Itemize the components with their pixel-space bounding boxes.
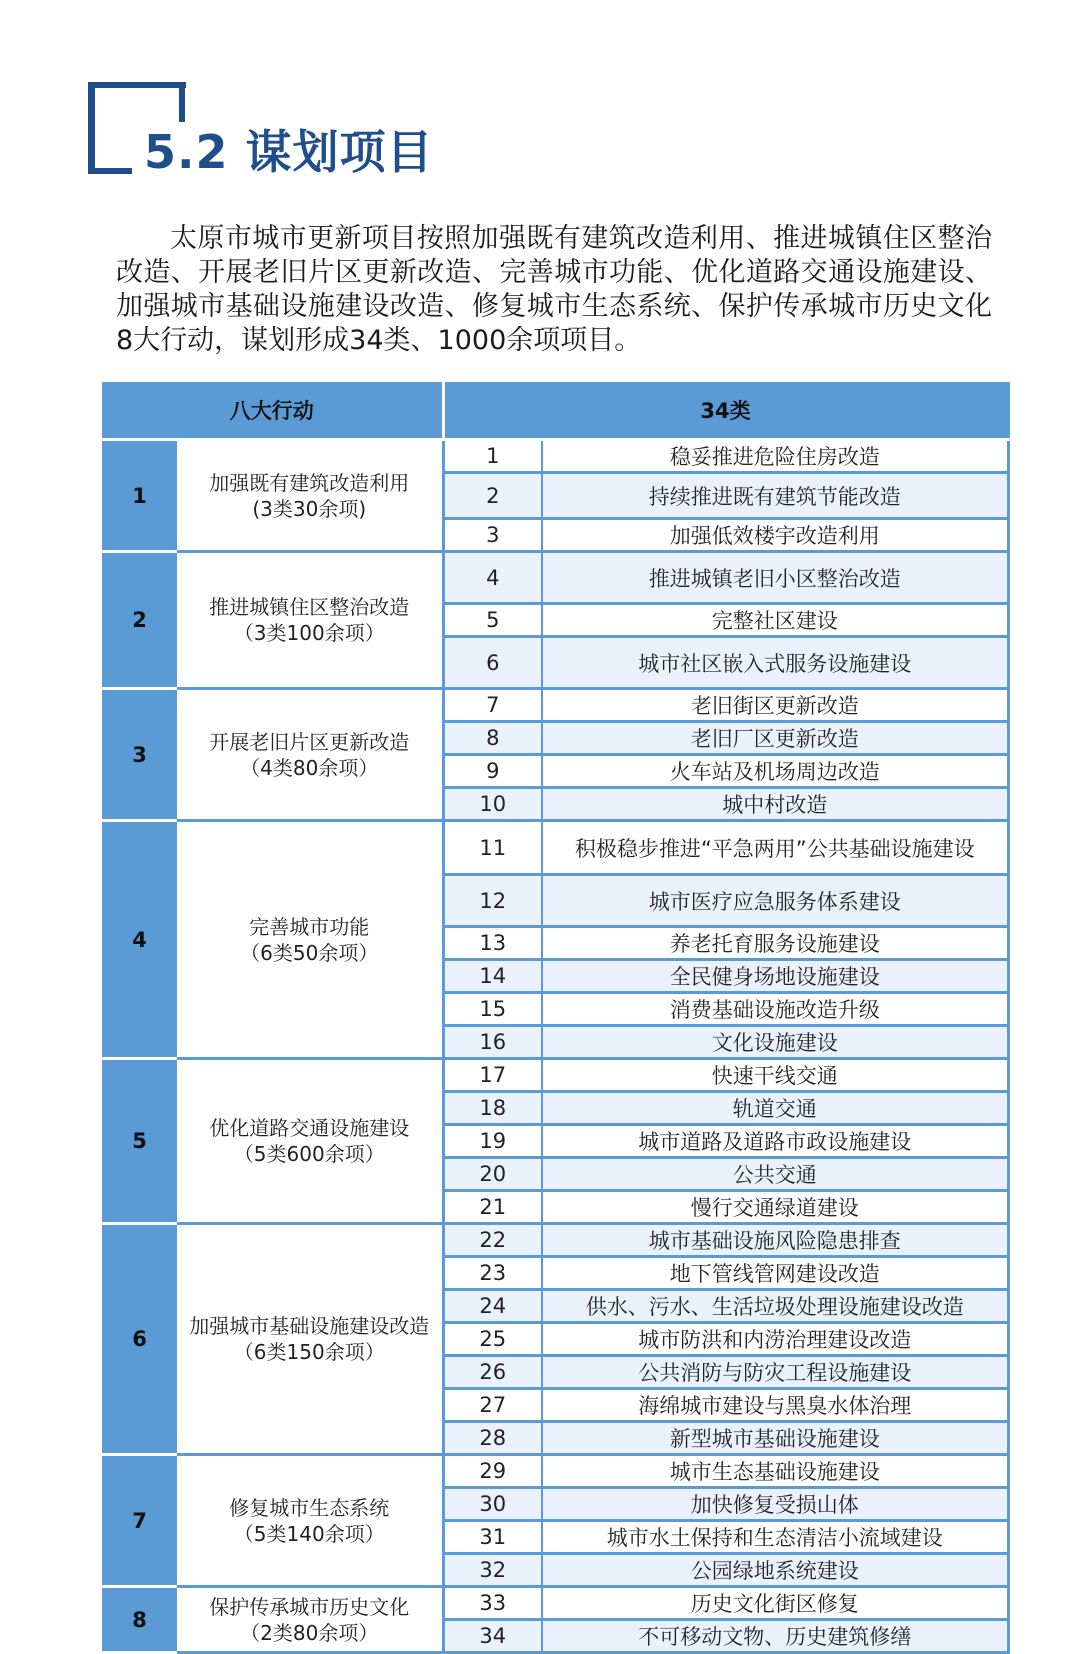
category-name: 加快修复受损山体 bbox=[542, 1488, 1008, 1521]
category-name: 完整社区建设 bbox=[542, 604, 1008, 637]
action-number: 8 bbox=[102, 1587, 177, 1653]
category-name: 全民健身场地设施建设 bbox=[542, 960, 1008, 993]
table-row bbox=[102, 1224, 1008, 1257]
category-number: 32 bbox=[443, 1554, 542, 1587]
category-number: 16 bbox=[443, 1026, 542, 1059]
category-name: 城市生态基础设施建设 bbox=[542, 1455, 1008, 1488]
category-number: 6 bbox=[443, 637, 542, 689]
category-name: 老旧街区更新改造 bbox=[542, 689, 1008, 722]
category-name: 不可移动文物、历史建筑修缮 bbox=[542, 1620, 1008, 1653]
category-name: 快速干线交通 bbox=[542, 1059, 1008, 1092]
category-name: 海绵城市建设与黑臭水体治理 bbox=[542, 1389, 1008, 1422]
action-number: 1 bbox=[102, 440, 177, 552]
category-name: 城市水土保持和生态清洁小流域建设 bbox=[542, 1521, 1008, 1554]
action-summary: （6类150余项） bbox=[233, 1340, 385, 1364]
action-number: 3 bbox=[102, 689, 177, 821]
category-name: 推进城镇老旧小区整治改造 bbox=[542, 552, 1008, 604]
action-name: 开展老旧片区更新改造 bbox=[209, 729, 410, 754]
category-number: 27 bbox=[443, 1389, 542, 1422]
category-name: 历史文化街区修复 bbox=[542, 1587, 1008, 1620]
category-number: 15 bbox=[443, 993, 542, 1026]
category-name: 火车站及机场周边改造 bbox=[542, 755, 1008, 788]
category-name: 消费基础设施改造升级 bbox=[542, 993, 1008, 1026]
category-number: 31 bbox=[443, 1521, 542, 1554]
category-name: 地下管线管网建设改造 bbox=[542, 1257, 1008, 1290]
category-number: 22 bbox=[443, 1224, 542, 1257]
action-summary: （5类600余项） bbox=[233, 1142, 385, 1166]
category-number: 17 bbox=[443, 1059, 542, 1092]
table-row bbox=[102, 440, 1008, 473]
header-actions: 八大行动 bbox=[102, 382, 443, 440]
action-name-cell bbox=[177, 440, 443, 552]
action-name-cell bbox=[177, 1059, 443, 1224]
title-bracket-decoration bbox=[88, 168, 132, 174]
category-number: 9 bbox=[443, 755, 542, 788]
category-name: 慢行交通绿道建设 bbox=[542, 1191, 1008, 1224]
action-name-cell bbox=[177, 689, 443, 821]
category-name: 持续推进既有建筑节能改造 bbox=[542, 473, 1008, 519]
category-name: 新型城市基础设施建设 bbox=[542, 1422, 1008, 1455]
action-name-cell bbox=[177, 1587, 443, 1653]
table-row bbox=[102, 689, 1008, 722]
action-name-cell bbox=[177, 1224, 443, 1455]
category-number: 33 bbox=[443, 1587, 542, 1620]
category-name: 城市社区嵌入式服务设施建设 bbox=[542, 637, 1008, 689]
category-number: 29 bbox=[443, 1455, 542, 1488]
category-name: 城市道路及道路市政设施建设 bbox=[542, 1125, 1008, 1158]
category-number: 25 bbox=[443, 1323, 542, 1356]
action-summary: （6类50余项） bbox=[240, 940, 379, 965]
table-row bbox=[102, 1455, 1008, 1488]
action-number: 7 bbox=[102, 1455, 177, 1587]
action-name: 加强既有建筑改造利用 bbox=[209, 470, 410, 495]
action-summary: （4类80余项） bbox=[240, 755, 379, 780]
category-number: 18 bbox=[443, 1092, 542, 1125]
action-summary: （3类100余项） bbox=[233, 621, 385, 645]
title-bracket-decoration bbox=[88, 82, 95, 174]
header-categories: 34类 bbox=[443, 382, 1008, 440]
category-number: 26 bbox=[443, 1356, 542, 1389]
action-number: 4 bbox=[102, 821, 177, 1059]
table-row bbox=[102, 821, 1008, 875]
category-name: 城市医疗应急服务体系建设 bbox=[542, 875, 1008, 927]
category-number: 4 bbox=[443, 552, 542, 604]
category-name: 养老托育服务设施建设 bbox=[542, 927, 1008, 960]
page-title: 5.2 谋划项目 bbox=[144, 125, 434, 179]
category-name: 供水、污水、生活垃圾处理设施建设改造 bbox=[542, 1290, 1008, 1323]
category-name: 公园绿地系统建设 bbox=[542, 1554, 1008, 1587]
table-header-row bbox=[102, 382, 1008, 440]
action-name: 保护传承城市历史文化 bbox=[209, 1594, 410, 1619]
action-number: 6 bbox=[102, 1224, 177, 1455]
category-number: 7 bbox=[443, 689, 542, 722]
action-summary: （2类80余项） bbox=[240, 1620, 379, 1645]
category-number: 19 bbox=[443, 1125, 542, 1158]
category-number: 23 bbox=[443, 1257, 542, 1290]
category-name: 城市防洪和内涝治理建设改造 bbox=[542, 1323, 1008, 1356]
action-name: 修复城市生态系统 bbox=[229, 1495, 390, 1520]
action-number: 2 bbox=[102, 552, 177, 689]
action-summary: (3类30余项) bbox=[252, 496, 367, 521]
category-name: 积极稳步推进“平急两用”公共基础设施建设 bbox=[542, 821, 1008, 875]
category-number: 30 bbox=[443, 1488, 542, 1521]
category-number: 11 bbox=[443, 821, 542, 875]
category-name: 城中村改造 bbox=[542, 788, 1008, 821]
category-number: 12 bbox=[443, 875, 542, 927]
action-name: 完善城市功能 bbox=[249, 914, 370, 939]
title-bracket-decoration bbox=[88, 82, 186, 88]
category-number: 21 bbox=[443, 1191, 542, 1224]
category-number: 3 bbox=[443, 519, 542, 552]
category-number: 20 bbox=[443, 1158, 542, 1191]
action-number: 5 bbox=[102, 1059, 177, 1224]
category-number: 34 bbox=[443, 1620, 542, 1653]
category-number: 1 bbox=[443, 440, 542, 473]
category-name: 轨道交通 bbox=[542, 1092, 1008, 1125]
action-name-cell bbox=[177, 552, 443, 689]
category-name: 老旧厂区更新改造 bbox=[542, 722, 1008, 755]
category-number: 10 bbox=[443, 788, 542, 821]
category-name: 文化设施建设 bbox=[542, 1026, 1008, 1059]
intro-paragraph: 太原市城市更新项目按照加强既有建筑改造利用、推进城镇住区整治改造、开展老旧片区更新改造、完善城市功能、优化道路交通设施建设、加强城市基础设施建设改造、修复城市生态系统、保护传承城市历史文化8大行动，谋划形成34类、1000余项项目。 bbox=[116, 223, 992, 356]
category-name: 公共交通 bbox=[542, 1158, 1008, 1191]
category-name: 稳妥推进危险住房改造 bbox=[542, 440, 1008, 473]
action-summary: （5类140余项） bbox=[233, 1521, 385, 1546]
category-name: 公共消防与防灾工程设施建设 bbox=[542, 1356, 1008, 1389]
category-number: 14 bbox=[443, 960, 542, 993]
action-name: 推进城镇住区整治改造 bbox=[209, 595, 410, 619]
category-name: 加强低效楼宇改造利用 bbox=[542, 519, 1008, 552]
action-name-cell bbox=[177, 821, 443, 1059]
category-number: 28 bbox=[443, 1422, 542, 1455]
title-block bbox=[88, 82, 488, 182]
action-name: 优化道路交通设施建设 bbox=[209, 1116, 410, 1140]
category-number: 8 bbox=[443, 722, 542, 755]
category-number: 24 bbox=[443, 1290, 542, 1323]
action-name-cell bbox=[177, 1455, 443, 1587]
table-row bbox=[102, 552, 1008, 604]
action-name: 加强城市基础设施建设改造 bbox=[189, 1314, 430, 1338]
project-table bbox=[102, 382, 1010, 1654]
category-number: 13 bbox=[443, 927, 542, 960]
category-number: 5 bbox=[443, 604, 542, 637]
table-row bbox=[102, 1059, 1008, 1092]
title-bracket-decoration bbox=[179, 82, 185, 122]
category-number: 2 bbox=[443, 473, 542, 519]
table-row bbox=[102, 1587, 1008, 1620]
category-name: 城市基础设施风险隐患排查 bbox=[542, 1224, 1008, 1257]
